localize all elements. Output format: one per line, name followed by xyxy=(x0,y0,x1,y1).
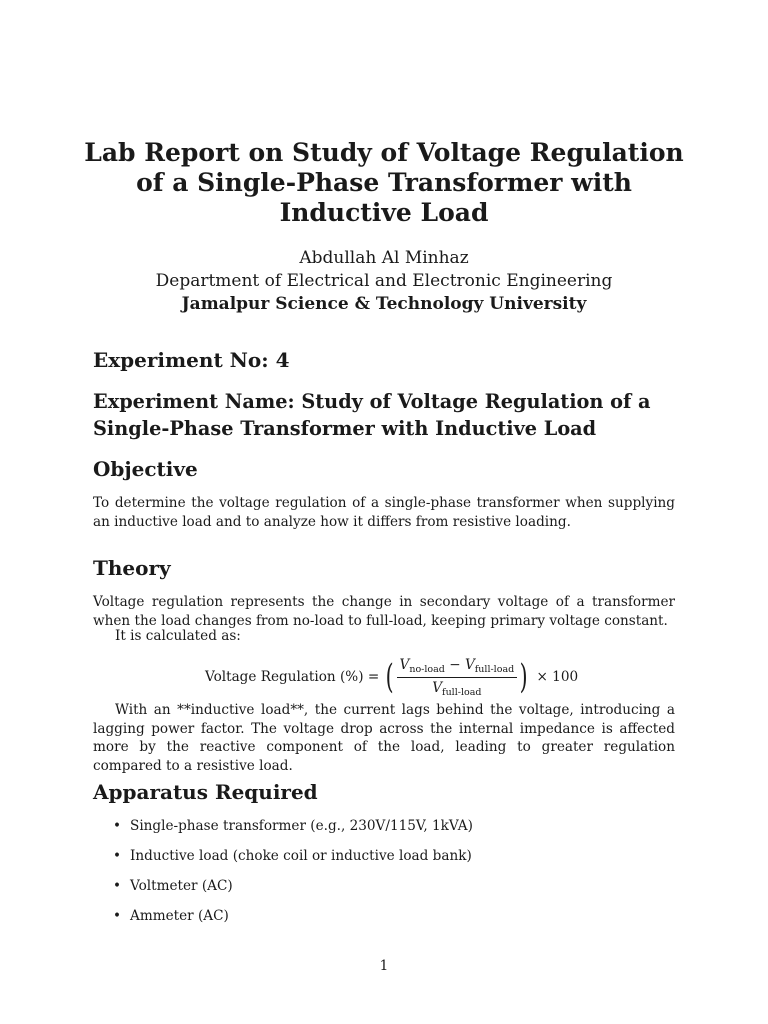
author-university: Jamalpur Science & Technology University xyxy=(181,294,587,314)
author-department: Department of Electrical and Electronic Engineering xyxy=(155,271,613,291)
bullet-icon: • xyxy=(113,878,122,894)
apparatus-item-text: Voltmeter (AC) xyxy=(130,878,233,894)
page-number: 1 xyxy=(379,958,389,974)
experiment-name: Experiment Name: Study of Voltage Regulation of a Single-Phase Transformer with Inductive Load xyxy=(93,390,651,440)
equation-times-100: × 100 xyxy=(536,669,579,685)
apparatus-item-text: Ammeter (AC) xyxy=(130,908,229,924)
apparatus-item-text: Single-phase transformer (e.g., 230V/115V, 1kVA) xyxy=(130,818,473,834)
objective-text: To determine the voltage regulation of a single-phase transformer when supplying an inductive load and to analyze how it differs from resistive loading. xyxy=(93,495,675,530)
denominator-v: V xyxy=(432,679,443,696)
list-item xyxy=(113,817,473,847)
fraction-denominator xyxy=(432,678,481,698)
voltage-regulation-equation xyxy=(205,655,585,699)
apparatus-list xyxy=(113,817,473,937)
numerator-v1: V xyxy=(399,656,410,673)
right-paren: ) xyxy=(519,657,528,697)
list-item xyxy=(113,907,473,937)
list-item xyxy=(113,877,473,907)
numerator-v2: V xyxy=(464,656,475,673)
bullet-icon: • xyxy=(113,818,122,834)
author-block xyxy=(84,247,684,316)
equation-fraction xyxy=(397,657,518,698)
equation-label: Voltage Regulation (%) = xyxy=(205,669,380,685)
document-title: Lab Report on Study of Voltage Regulation of a Single-Phase Transformer with Inductive Load xyxy=(84,138,684,227)
theory-paragraph-3: With an **inductive load**, the current lags behind the voltage, introducing a lagging power factor. The voltage drop across the internal impedance is affected more by the reactive component of the load, leading to greater regulation compared to a resistive load. xyxy=(93,702,675,774)
author-name: Abdullah Al Minhaz xyxy=(299,248,469,268)
experiment-number: Experiment No: 4 xyxy=(93,348,290,372)
bullet-icon: • xyxy=(113,908,122,924)
numerator-sub-fullload: full-load xyxy=(474,663,515,675)
numerator-minus: − xyxy=(449,656,461,673)
objective-heading: Objective xyxy=(93,457,198,481)
list-item xyxy=(113,847,473,877)
theory-paragraph-1: Voltage regulation represents the change in secondary voltage of a transformer when the load changes from no-load to full-load, keeping primary voltage constant. xyxy=(93,594,675,629)
fraction-numerator xyxy=(397,657,518,678)
apparatus-item-text: Inductive load (choke coil or inductive load bank) xyxy=(130,848,472,864)
bullet-icon: • xyxy=(113,848,122,864)
apparatus-heading: Apparatus Required xyxy=(93,780,318,804)
left-paren: ( xyxy=(385,657,394,697)
denominator-sub-fullload: full-load xyxy=(442,686,482,698)
theory-paragraph-2: It is calculated as: xyxy=(115,628,241,644)
numerator-sub-noload: no-load xyxy=(409,663,445,675)
theory-heading: Theory xyxy=(93,556,171,580)
